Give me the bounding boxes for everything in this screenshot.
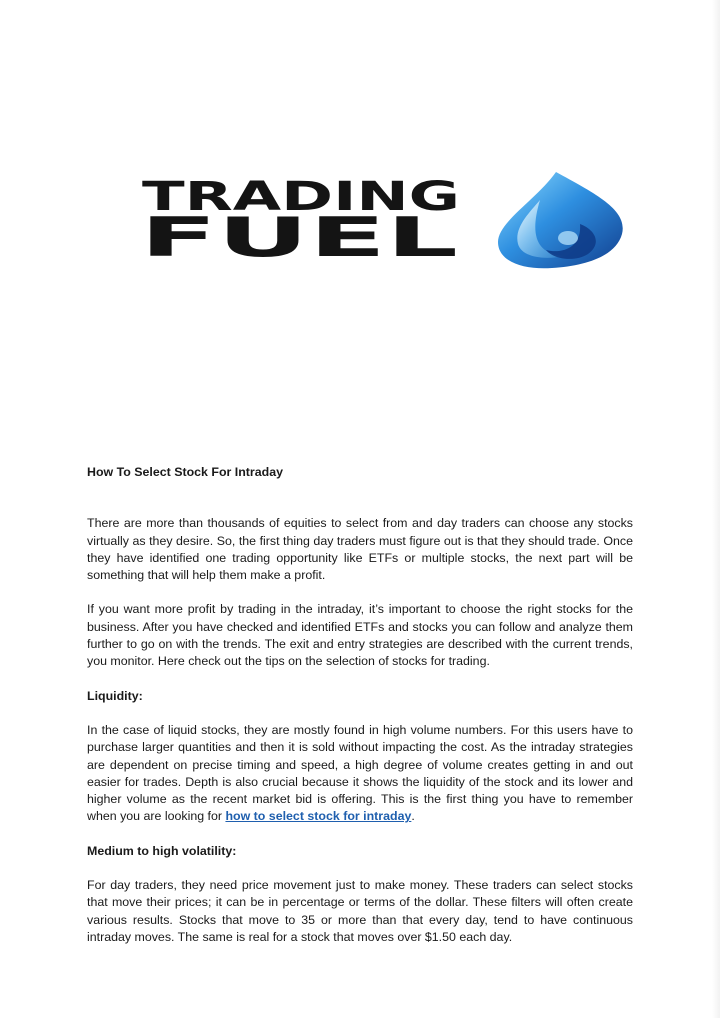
select-stock-link[interactable]: how to select stock for intraday bbox=[225, 809, 412, 824]
volatility-paragraph: For day traders, they need price movement just to make money. These traders can select stocks that move their prices; it can be in percentage or terms of the dollar. These filters will often create various results. Stocks that move to 35 or more than that every day, tend to have continuous intraday moves. The same is real for a stock that moves over $1.50 each day. bbox=[87, 878, 633, 944]
liquidity-heading: Liquidity: bbox=[87, 688, 143, 703]
intro-paragraph: There are more than thousands of equities to select from and day traders can choose any stocks virtually as they desire. So, the first thing day traders must figure out is that they should trade. Once they have identified one trading opportunity like ETFs or multiple stocks, the next part will be something that will help them make a profit. bbox=[87, 516, 633, 583]
page-edge-shadow bbox=[712, 0, 720, 1018]
trading-fuel-logo bbox=[136, 170, 628, 270]
volatility-heading: Medium to high volatility: bbox=[87, 843, 237, 858]
logo-graphic bbox=[136, 170, 628, 270]
article-title: How To Select Stock For Intraday bbox=[87, 465, 283, 479]
profit-paragraph: If you want more profit by trading in the intraday, it’s important to choose the right stocks for the business. After you have checked and identified ETFs and stocks you can follow and analyze them further to go on with the trends. The exit and entry strategies are described with the current trends, you monitor. Here check out the tips on the selection of stocks for trading. bbox=[87, 602, 633, 669]
liquidity-text: In the case of liquid stocks, they are mostly found in high volume numbers. For this users have to purchase larger quantities and then it is sold without impacting the cost. As the intraday strategies are dependent on precise timing and speed, a high degree of volume creates getting in and out easier for trades. Depth is also crucial because it shows the liquidity of the stock and its lower and higher volume as the recent market bid is offering. This is the first thing you have to remember when you are looking for bbox=[87, 722, 633, 824]
liquidity-text-end: . bbox=[411, 809, 415, 824]
logo-text-fuel: FUEL bbox=[140, 206, 458, 269]
article-body bbox=[87, 464, 633, 963]
logo-text-trading: TRADING bbox=[142, 174, 460, 220]
water-drop-icon bbox=[498, 172, 623, 268]
liquidity-paragraph bbox=[87, 722, 633, 826]
